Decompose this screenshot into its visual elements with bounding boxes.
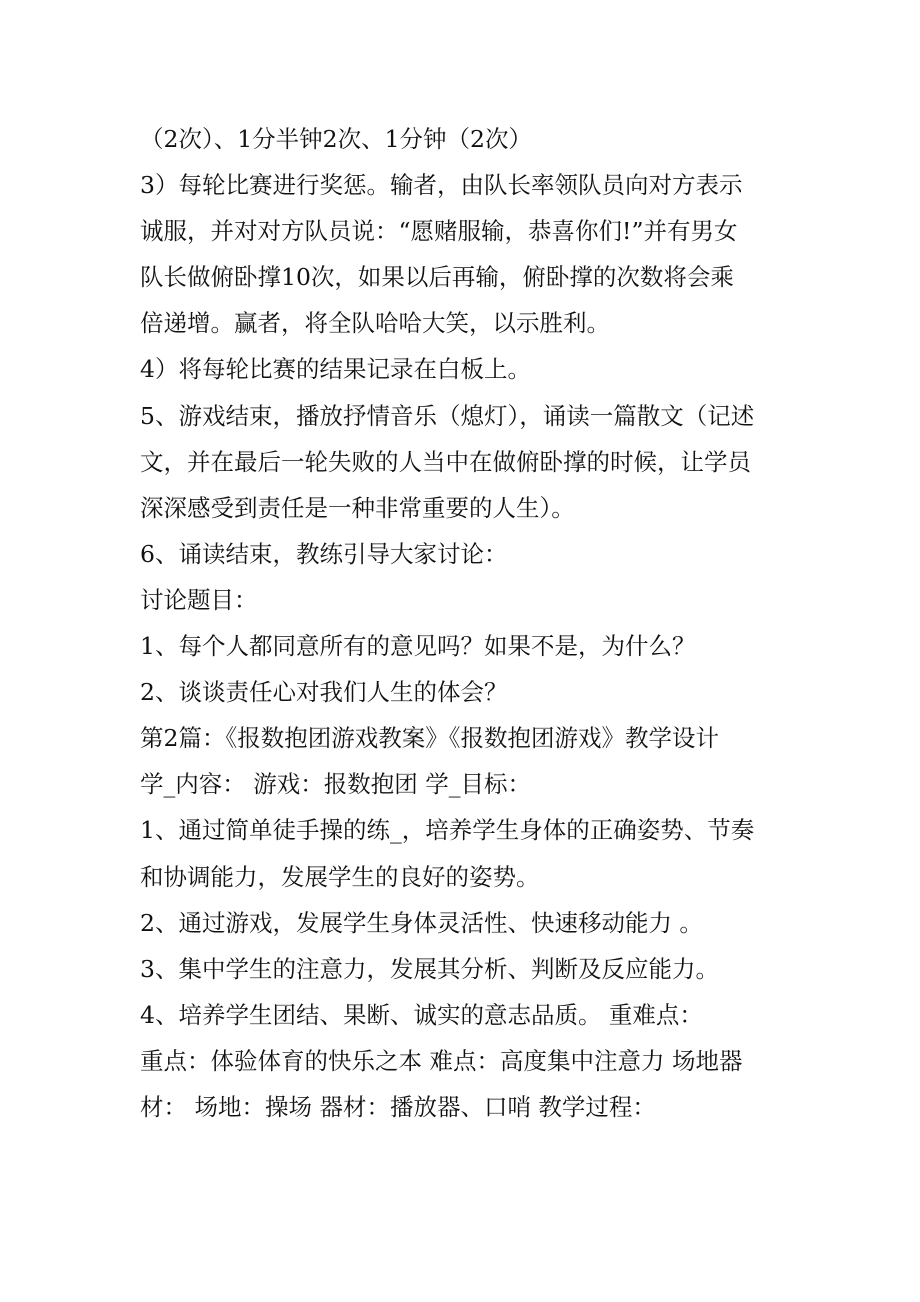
text-line: 和协调能力，发展学生的良好的姿势。 bbox=[140, 862, 540, 891]
text-line: 2、谈谈责任心对我们人生的体会？ bbox=[140, 678, 508, 707]
text-line: 3、集中学生的注意力，发展其分析、判断及反应能力。 bbox=[140, 954, 719, 983]
text-line: 讨论题目： bbox=[140, 585, 258, 614]
text-line: 重点：体验体育的快乐之本 难点：高度集中注意力 场地器 bbox=[140, 1046, 743, 1075]
text-line: 4、培养学生团结、果断、诚实的意志品质。 重难点： bbox=[140, 1000, 703, 1029]
text-line: 4）将每轮比赛的结果记录在白板上。 bbox=[140, 355, 531, 384]
text-line: 学_内容： 游戏：报数抱团 学_目标： bbox=[140, 770, 531, 799]
text-line: 倍递增。赢者，将全队哈哈大笑，以示胜利。 bbox=[140, 309, 610, 338]
text-line: 材： 场地：操场 器材：播放器、口哨 教学过程： bbox=[140, 1092, 656, 1121]
text-line: 队长做俯卧撑10次，如果以后再输，俯卧撑的次数将会乘 bbox=[140, 263, 734, 292]
text-line: 1、每个人都同意所有的意见吗？如果不是，为什么？ bbox=[140, 632, 696, 661]
text-line: （2次）、1分半钟2次、1分钟（2次） bbox=[140, 125, 533, 153]
section-heading: 第2篇：《报数抱团游戏教案》《报数抱团游戏》教学设计 bbox=[140, 724, 719, 753]
text-line: 3）每轮比赛进行奖惩。输者，由队长率领队员向对方表示 bbox=[140, 171, 743, 200]
text-line: 1、通过简单徒手操的练_，培养学生身体的正确姿势、节奏 bbox=[140, 816, 755, 845]
text-line: 2、通过游戏，发展学生身体灵活性、快速移动能力 。 bbox=[140, 908, 703, 937]
text-line: 5、游戏结束，播放抒情音乐（熄灯），诵读一篇散文（记述 bbox=[140, 401, 755, 430]
text-line: 文，并在最后一轮失败的人当中在做俯卧撑的时候，让学员 bbox=[140, 447, 751, 476]
text-line: 深深感受到责任是一种非常重要的人生）。 bbox=[140, 493, 575, 522]
text-line: 诚服，并对对方队员说：“愿赌服输，恭喜你们!”并有男女 bbox=[140, 217, 738, 246]
document-body bbox=[140, 116, 785, 1130]
text-line: 6、诵读结束，教练引导大家讨论： bbox=[140, 539, 508, 568]
